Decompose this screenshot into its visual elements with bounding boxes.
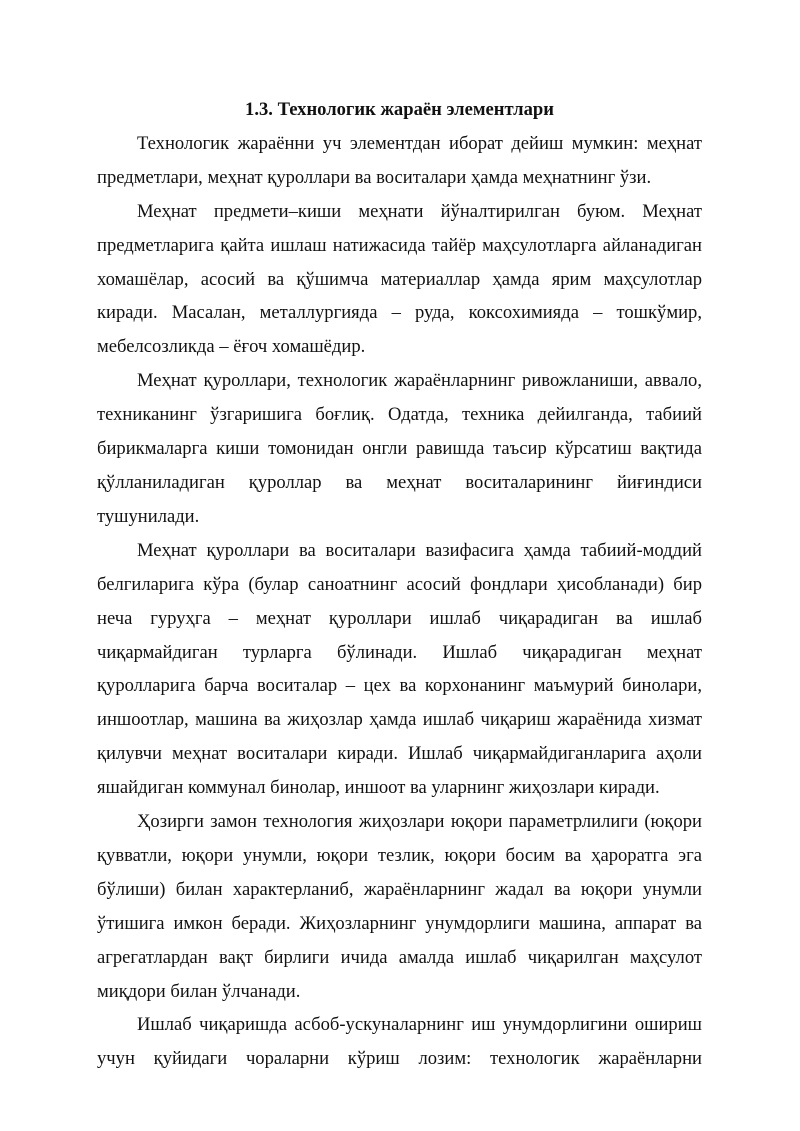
paragraph-5: Ҳозирги замон технология жиҳозлари юқори параметрлилиги (юқори қувватли, юқори унумли, юқори тезлик, юқори босим ва ҳароратга эга бўлиши) билан характерланиб, жараёнларнинг жадал ва юқори унумли ўтишига имкон беради. Жиҳозларнинг унумдорлиги машина, аппарат ва агрегатлардан вақт бирлиги ичида амалда ишлаб чиқарилган маҳсулот миқдори билан ўлчанади. bbox=[97, 811, 702, 1002]
section-title: 1.3. Технологик жараён элементлари bbox=[245, 99, 554, 120]
paragraph-2: Меҳнат предмети–киши меҳнати йўналтирилган буюм. Меҳнат предметларига қайта ишлаш натижасида тайёр маҳсулотларга айланадиган хомашёлар, асосий ва қўшимча материаллар ҳамда ярим маҳсулотлар киради. Масалан, металлургияда – руда, коксохимияда – тошкўмир, мебелсозликда – ёғоч хомашёдир. bbox=[97, 200, 702, 358]
paragraph-6: Ишлаб чиқаришда асбоб-ускуналарнинг иш унумдорлигини ошириш учун қуйидаги чораларни кўриш лозим: технологик жараёнларни bbox=[97, 1014, 702, 1070]
paragraph-4: Меҳнат қуроллари ва воситалари вазифасига ҳамда табиий-моддий белгиларига кўра (булар саноатнинг асосий фондлари ҳисобланади) бир неча гуруҳга – меҳнат қуроллари ишлаб чиқарадиган ва ишлаб чиқармайдиган турларга бўлинади. Ишлаб чиқарадиган меҳнат қуролларига барча воситалар – цех ва корхонанинг маъмурий бинолари, иншоотлар, машина ва жиҳозлар ҳамда ишлаб чиқариш жараёнида хизмат қилувчи меҳнат воситалари киради. Ишлаб чиқармайдиганларига аҳоли яшайдиган коммунал бинолар, иншоот ва уларнинг жиҳозлари киради. bbox=[97, 539, 702, 799]
paragraph-3: Меҳнат қуроллари, технологик жараёнларнинг ривожланиши, аввало, техниканинг ўзгаришига боғлиқ. Одатда, техника дейилганда, табиий бирикмаларга киши томонидан онгли равишда таъсир кўрсатиш вақтида қўлланиладиган қуроллар ва меҳнат воситаларининг йиғиндиси тушунилади. bbox=[97, 370, 702, 527]
page-content bbox=[97, 93, 702, 1076]
paragraph-1: Технологик жараённи уч элементдан иборат дейиш мумкин: меҳнат предметлари, меҳнат қуроллари ва воситалари ҳамда меҳнатнинг ўзи. bbox=[97, 132, 702, 188]
